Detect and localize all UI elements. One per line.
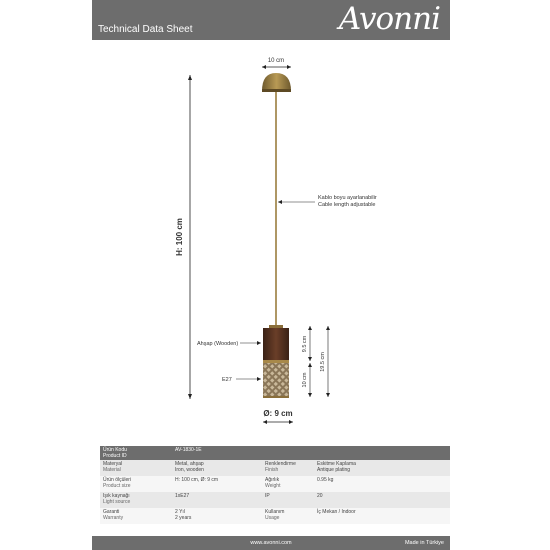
lower-dim-label: 10 cm xyxy=(302,372,308,388)
ceiling-canopy xyxy=(262,73,291,91)
light-label-tr: Işık kaynağı xyxy=(103,493,130,499)
warranty-en: 2 years xyxy=(175,515,192,521)
wooden-shade xyxy=(263,328,289,360)
arrowhead xyxy=(308,326,312,330)
footer-url[interactable]: www.avonni.com xyxy=(250,540,292,546)
product-id-value: AV-1830-1E xyxy=(172,446,262,460)
header-bar xyxy=(92,0,450,40)
finish-tr: Eskitme Kaplama xyxy=(317,461,356,467)
brass-ring xyxy=(263,360,289,363)
product-id-label-en: Product ID xyxy=(103,453,127,459)
cable-note-en: Cable length adjustable xyxy=(318,202,376,208)
wood-label: Ahşap (Wooden) xyxy=(197,341,239,347)
usage-label-tr: Kullanım xyxy=(265,509,285,515)
weight-value: 0.95 kg xyxy=(314,476,450,492)
warranty-label-en: Warranty xyxy=(103,515,124,521)
mesh-shade xyxy=(263,363,289,397)
product-id-label-tr: Ürün Kodu xyxy=(103,447,127,453)
table-row xyxy=(100,476,450,492)
canopy-width-label: 10 cm xyxy=(267,58,285,64)
arrowhead xyxy=(257,341,261,345)
usage-label-en: Usage xyxy=(265,515,280,521)
table-row xyxy=(100,460,450,476)
brand-logo: Avonni xyxy=(338,1,440,37)
arrowhead xyxy=(278,200,282,204)
arrowhead xyxy=(308,357,312,361)
arrowhead xyxy=(326,393,330,397)
finish-label-en: Finish xyxy=(265,467,279,473)
finish-label-tr: Renklendirme xyxy=(265,461,296,467)
arrowhead xyxy=(257,377,261,381)
arrowhead xyxy=(188,394,192,399)
material-label-tr: Materyal xyxy=(103,461,123,467)
footer-bar xyxy=(92,536,450,550)
size-value: H: 100 cm, Ø: 9 cm xyxy=(172,476,262,492)
light-label-en: Light source xyxy=(103,499,131,505)
light-value: 1xE27 xyxy=(172,492,262,508)
upper-dim-label: 9.5 cm xyxy=(302,335,308,353)
arrowhead xyxy=(308,363,312,367)
weight-label-en: Weight xyxy=(265,483,281,489)
finish-en: Antique plating xyxy=(317,467,351,473)
material-en: Iron, wooden xyxy=(175,467,204,473)
arrowhead xyxy=(263,420,267,424)
table-row xyxy=(100,446,450,460)
made-in-label: Made in Türkiye xyxy=(404,540,444,546)
weight-label-tr: Ağırlık xyxy=(265,477,280,483)
canopy-rim xyxy=(262,89,291,92)
size-label-tr: Ürün ölçüleri xyxy=(103,477,132,483)
ip-label: IP xyxy=(262,492,314,508)
usage-value: İç Mekan / Indoor xyxy=(314,508,450,524)
lamp-top-cap xyxy=(269,325,283,328)
warranty-label-tr: Garanti xyxy=(103,509,120,515)
table-row xyxy=(100,492,450,508)
material-label-en: Material xyxy=(103,467,121,473)
diameter-label: Ø: 9 cm xyxy=(263,409,293,418)
size-label-en: Product size xyxy=(103,483,131,489)
arrowhead xyxy=(262,65,266,69)
table-row xyxy=(100,508,450,524)
total-dim-label: 19.5 cm xyxy=(320,352,326,372)
technical-drawing xyxy=(0,40,550,440)
arrowhead xyxy=(289,420,293,424)
lamp-bottom-rim xyxy=(263,396,289,398)
arrowhead xyxy=(188,75,192,80)
material-tr: Metal, ahşap xyxy=(175,461,204,467)
arrowhead xyxy=(326,326,330,330)
arrowhead xyxy=(308,393,312,397)
socket-label: E27 xyxy=(222,377,232,383)
height-label: H: 100 cm xyxy=(175,218,184,256)
ip-value: 20 xyxy=(314,492,450,508)
spec-table xyxy=(100,446,450,524)
arrowhead xyxy=(287,65,291,69)
cable-note-tr: Kablo boyu ayarlanabilir xyxy=(318,195,377,201)
warranty-tr: 2 Yıl xyxy=(175,509,185,515)
page-title: Technical Data Sheet xyxy=(98,24,193,35)
